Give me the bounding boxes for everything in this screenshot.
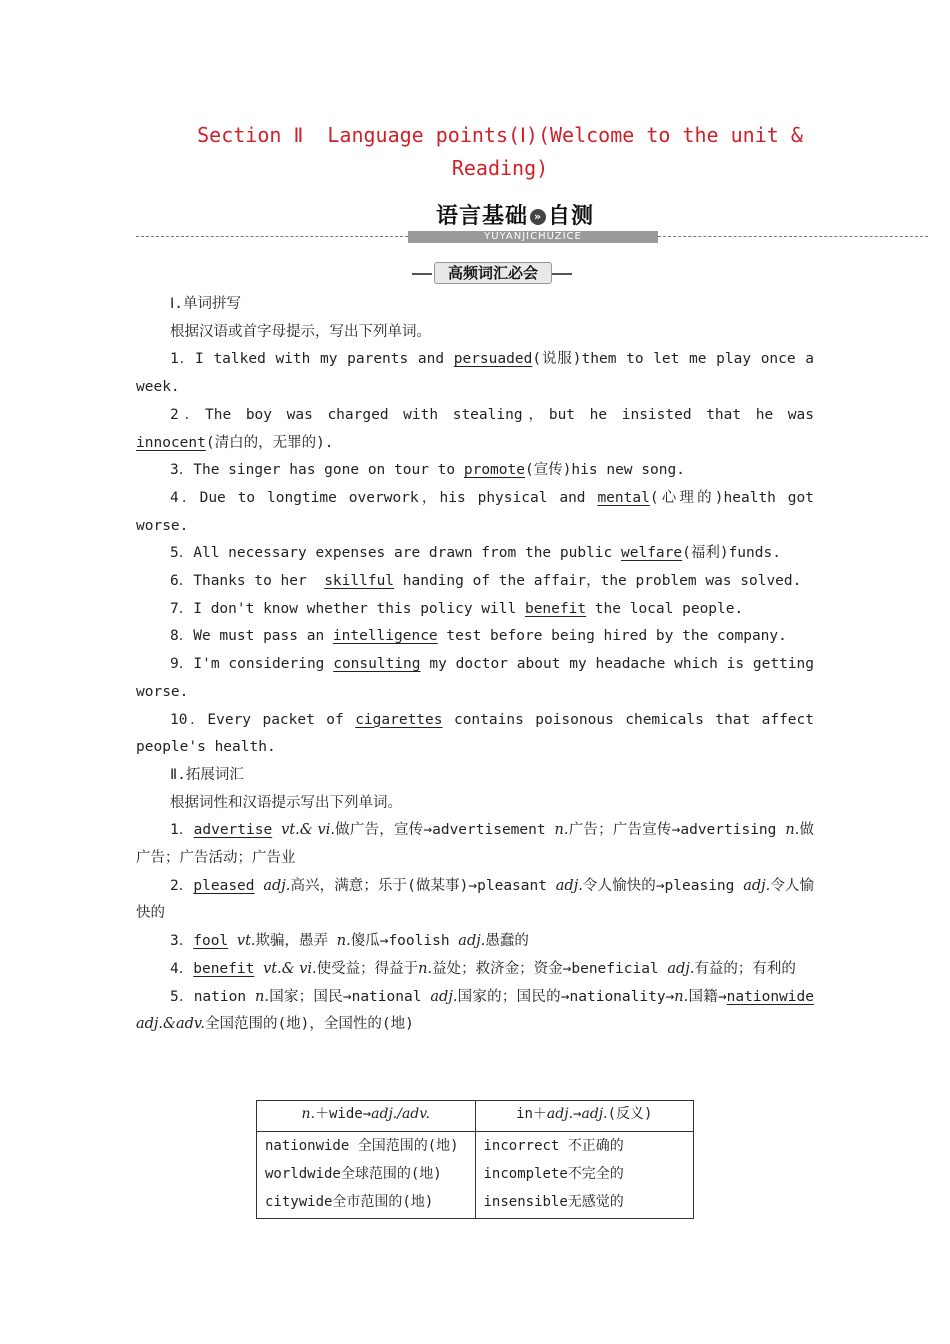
part-of-speech: adj. (743, 877, 771, 894)
item-text: 5．nation (170, 988, 256, 1005)
title-line-1: Section Ⅱ Language points(Ⅰ)(Welcome to the unit & (197, 123, 803, 147)
item-text: 1．I talked with my parents and (170, 351, 454, 368)
part-of-speech: n. (336, 933, 351, 950)
part-of-speech: vt.& vi. (281, 822, 335, 839)
answer-word: advertise (193, 822, 273, 839)
part-of-speech: adj.&adv. (136, 1016, 205, 1033)
item-text: (心理的)health got worse. (136, 489, 814, 534)
section2-instruction: 根据词性和汉语提示写出下列单词。 (170, 794, 402, 811)
item-text: 国家；国民→national (268, 988, 431, 1005)
item-text: 7．I don't know whether this policy will (170, 600, 525, 617)
vocab-item (136, 817, 814, 872)
item-text: contains poisonous chemicals that affect people's health. (136, 711, 814, 756)
item-text: 6．Thanks to her (170, 573, 325, 590)
item-text: 8．We must pass an (170, 628, 333, 645)
vocab-item (136, 873, 814, 928)
table-header-left (257, 1101, 476, 1132)
answer-word: skillful (324, 573, 395, 590)
spelling-item (136, 485, 814, 540)
table-row (257, 1132, 694, 1219)
section2-heading: Ⅱ.拓展词汇 (170, 766, 244, 783)
answer-word: nationwide (726, 988, 814, 1005)
item-number: 2． (170, 877, 194, 894)
item-text: 高兴，满意；乐于(做某事)→pleasant (290, 877, 556, 894)
title-line-2: Reading) (451, 156, 549, 180)
item-text: 益处；救济金；资金→beneficial (432, 960, 668, 977)
answer-word: welfare (621, 545, 683, 562)
double-arrow-icon: » (530, 209, 546, 225)
item-number: 3． (170, 933, 194, 950)
item-text: 做广告；广告活动；广告业 (136, 822, 814, 867)
header-text: in＋ (516, 1106, 547, 1122)
banner-right-dashed-rule (658, 236, 928, 237)
item-number: 1． (170, 822, 194, 839)
item-text: my doctor about my headache which is getting worse. (136, 656, 814, 700)
section1-instruction: 根据汉语或首字母提示，写出下列单词。 (170, 323, 431, 340)
item-text: 傻瓜→foolish (350, 933, 459, 950)
vocab-item (136, 956, 814, 984)
item-text: 5．All necessary expenses are drawn from the public (170, 545, 621, 562)
banner-title (436, 199, 594, 230)
spelling-item (136, 540, 814, 568)
answer-word: pleased (193, 877, 255, 894)
banner-pinyin: YUYANJICHUZICE (408, 231, 658, 243)
part-of-speech: vt.& vi. (263, 960, 317, 977)
part-of-speech: n. (418, 960, 433, 977)
table-entry: incorrect 不正确的 (483, 1138, 624, 1154)
spelling-item (136, 651, 814, 706)
spelling-item (136, 346, 814, 401)
spelling-item (136, 568, 814, 596)
subheading-right-rule (552, 273, 572, 275)
answer-word: persuaded (453, 351, 533, 368)
part-of-speech: adj. (430, 988, 458, 1005)
subheading-badge (412, 262, 572, 284)
item-text: 10．Every packet of (170, 711, 356, 728)
part-of-speech: n. (674, 988, 689, 1005)
part-of-speech: adj./adv. (371, 1106, 430, 1122)
answer-word: benefit (193, 960, 255, 977)
table-cell-left (257, 1132, 476, 1219)
item-text: 有益的；有利的 (694, 960, 796, 977)
part-of-speech: vt. (236, 933, 256, 950)
spelling-item (136, 707, 814, 762)
table-entry: incomplete不完全的 (483, 1166, 624, 1182)
item-text: 国家的；国民的→nationality→ (457, 988, 675, 1005)
answer-word: consulting (333, 656, 421, 673)
item-text: 4．Due to longtime overwork，his physical and (170, 489, 598, 506)
answer-word: innocent (136, 434, 206, 451)
item-text: 国籍→ (688, 988, 727, 1005)
item-text: 做广告，宣传→advertisement (334, 822, 555, 839)
item-text: (清白的，无罪的). (205, 434, 334, 451)
spelling-item (136, 402, 814, 457)
answer-word: benefit (524, 600, 587, 617)
table-header-row (257, 1101, 694, 1132)
part-of-speech: adj. (581, 1106, 608, 1122)
part-of-speech: n. (301, 1106, 315, 1122)
answer-word: fool (193, 933, 229, 950)
table-entry: insensible无感觉的 (483, 1194, 624, 1210)
item-text: (宣传)his new song. (524, 462, 685, 479)
subheading-left-rule (412, 273, 432, 275)
part-of-speech: n. (255, 988, 269, 1005)
document-body (136, 291, 814, 1039)
section1-heading: Ⅰ.单词拼写 (170, 296, 242, 312)
item-text: 令人愉快的→pleasing (582, 877, 744, 894)
header-text: (反义) (607, 1106, 653, 1122)
header-text: ＋wide→ (314, 1106, 372, 1122)
part-of-speech: adj. (667, 960, 695, 977)
vocab-item (136, 928, 814, 956)
spelling-item (136, 596, 814, 624)
answer-word: cigarettes (355, 711, 443, 728)
spelling-item (136, 457, 814, 485)
part-of-speech: n. (785, 822, 800, 839)
item-text: (福利)funds. (682, 545, 781, 562)
item-number: 4． (170, 960, 194, 977)
item-text: 9．I'm considering (170, 656, 334, 673)
item-text: 欺骗，愚弄 (255, 933, 337, 950)
table-entry: citywide全市范围的(地) (265, 1194, 434, 1210)
spelling-item (136, 623, 814, 651)
part-of-speech: adj. (555, 877, 583, 894)
subheading-label: 高频词汇必会 (434, 262, 552, 284)
table-entry: worldwide全球范围的(地) (265, 1166, 442, 1182)
item-text: 使受益；得益于 (316, 960, 419, 977)
item-text: 广告；广告宣传→advertising (568, 822, 786, 839)
answer-word: promote (463, 462, 525, 479)
item-text: test before being hired by the company. (437, 628, 787, 645)
part-of-speech: n. (554, 822, 569, 839)
table-cell-right (475, 1132, 694, 1219)
banner-left-dashed-rule (136, 236, 408, 237)
section-banner (408, 199, 658, 245)
table-entry: nationwide 全国范围的(地) (265, 1138, 459, 1154)
item-text: 愚蠢的 (485, 933, 529, 950)
part-of-speech: adj. (546, 1106, 574, 1122)
section-title (136, 119, 864, 185)
banner-part-1: 语言基础 (436, 204, 529, 229)
item-text: handing of the affair，the problem was solved. (394, 573, 802, 590)
item-text: (说服)them to let me play once a week. (136, 351, 814, 396)
item-text: 3．The singer has gone on tour to (170, 462, 464, 479)
vocab-item (136, 984, 814, 1039)
item-text: 令人愉快的 (136, 877, 814, 922)
table-header-right (475, 1101, 694, 1132)
header-text: → (573, 1106, 582, 1122)
answer-word: mental (597, 489, 650, 506)
part-of-speech: adj. (458, 933, 486, 950)
item-text: the local people. (586, 600, 744, 617)
answer-word: intelligence (332, 628, 438, 645)
item-text: 2．The boy was charged with stealing，but he insisted that he was (170, 406, 814, 423)
item-text: 全国范围的(地)，全国性的(地) (204, 1016, 414, 1033)
banner-part-2: 自测 (548, 204, 595, 229)
word-formation-table (256, 1100, 694, 1219)
part-of-speech: adj. (263, 877, 291, 894)
